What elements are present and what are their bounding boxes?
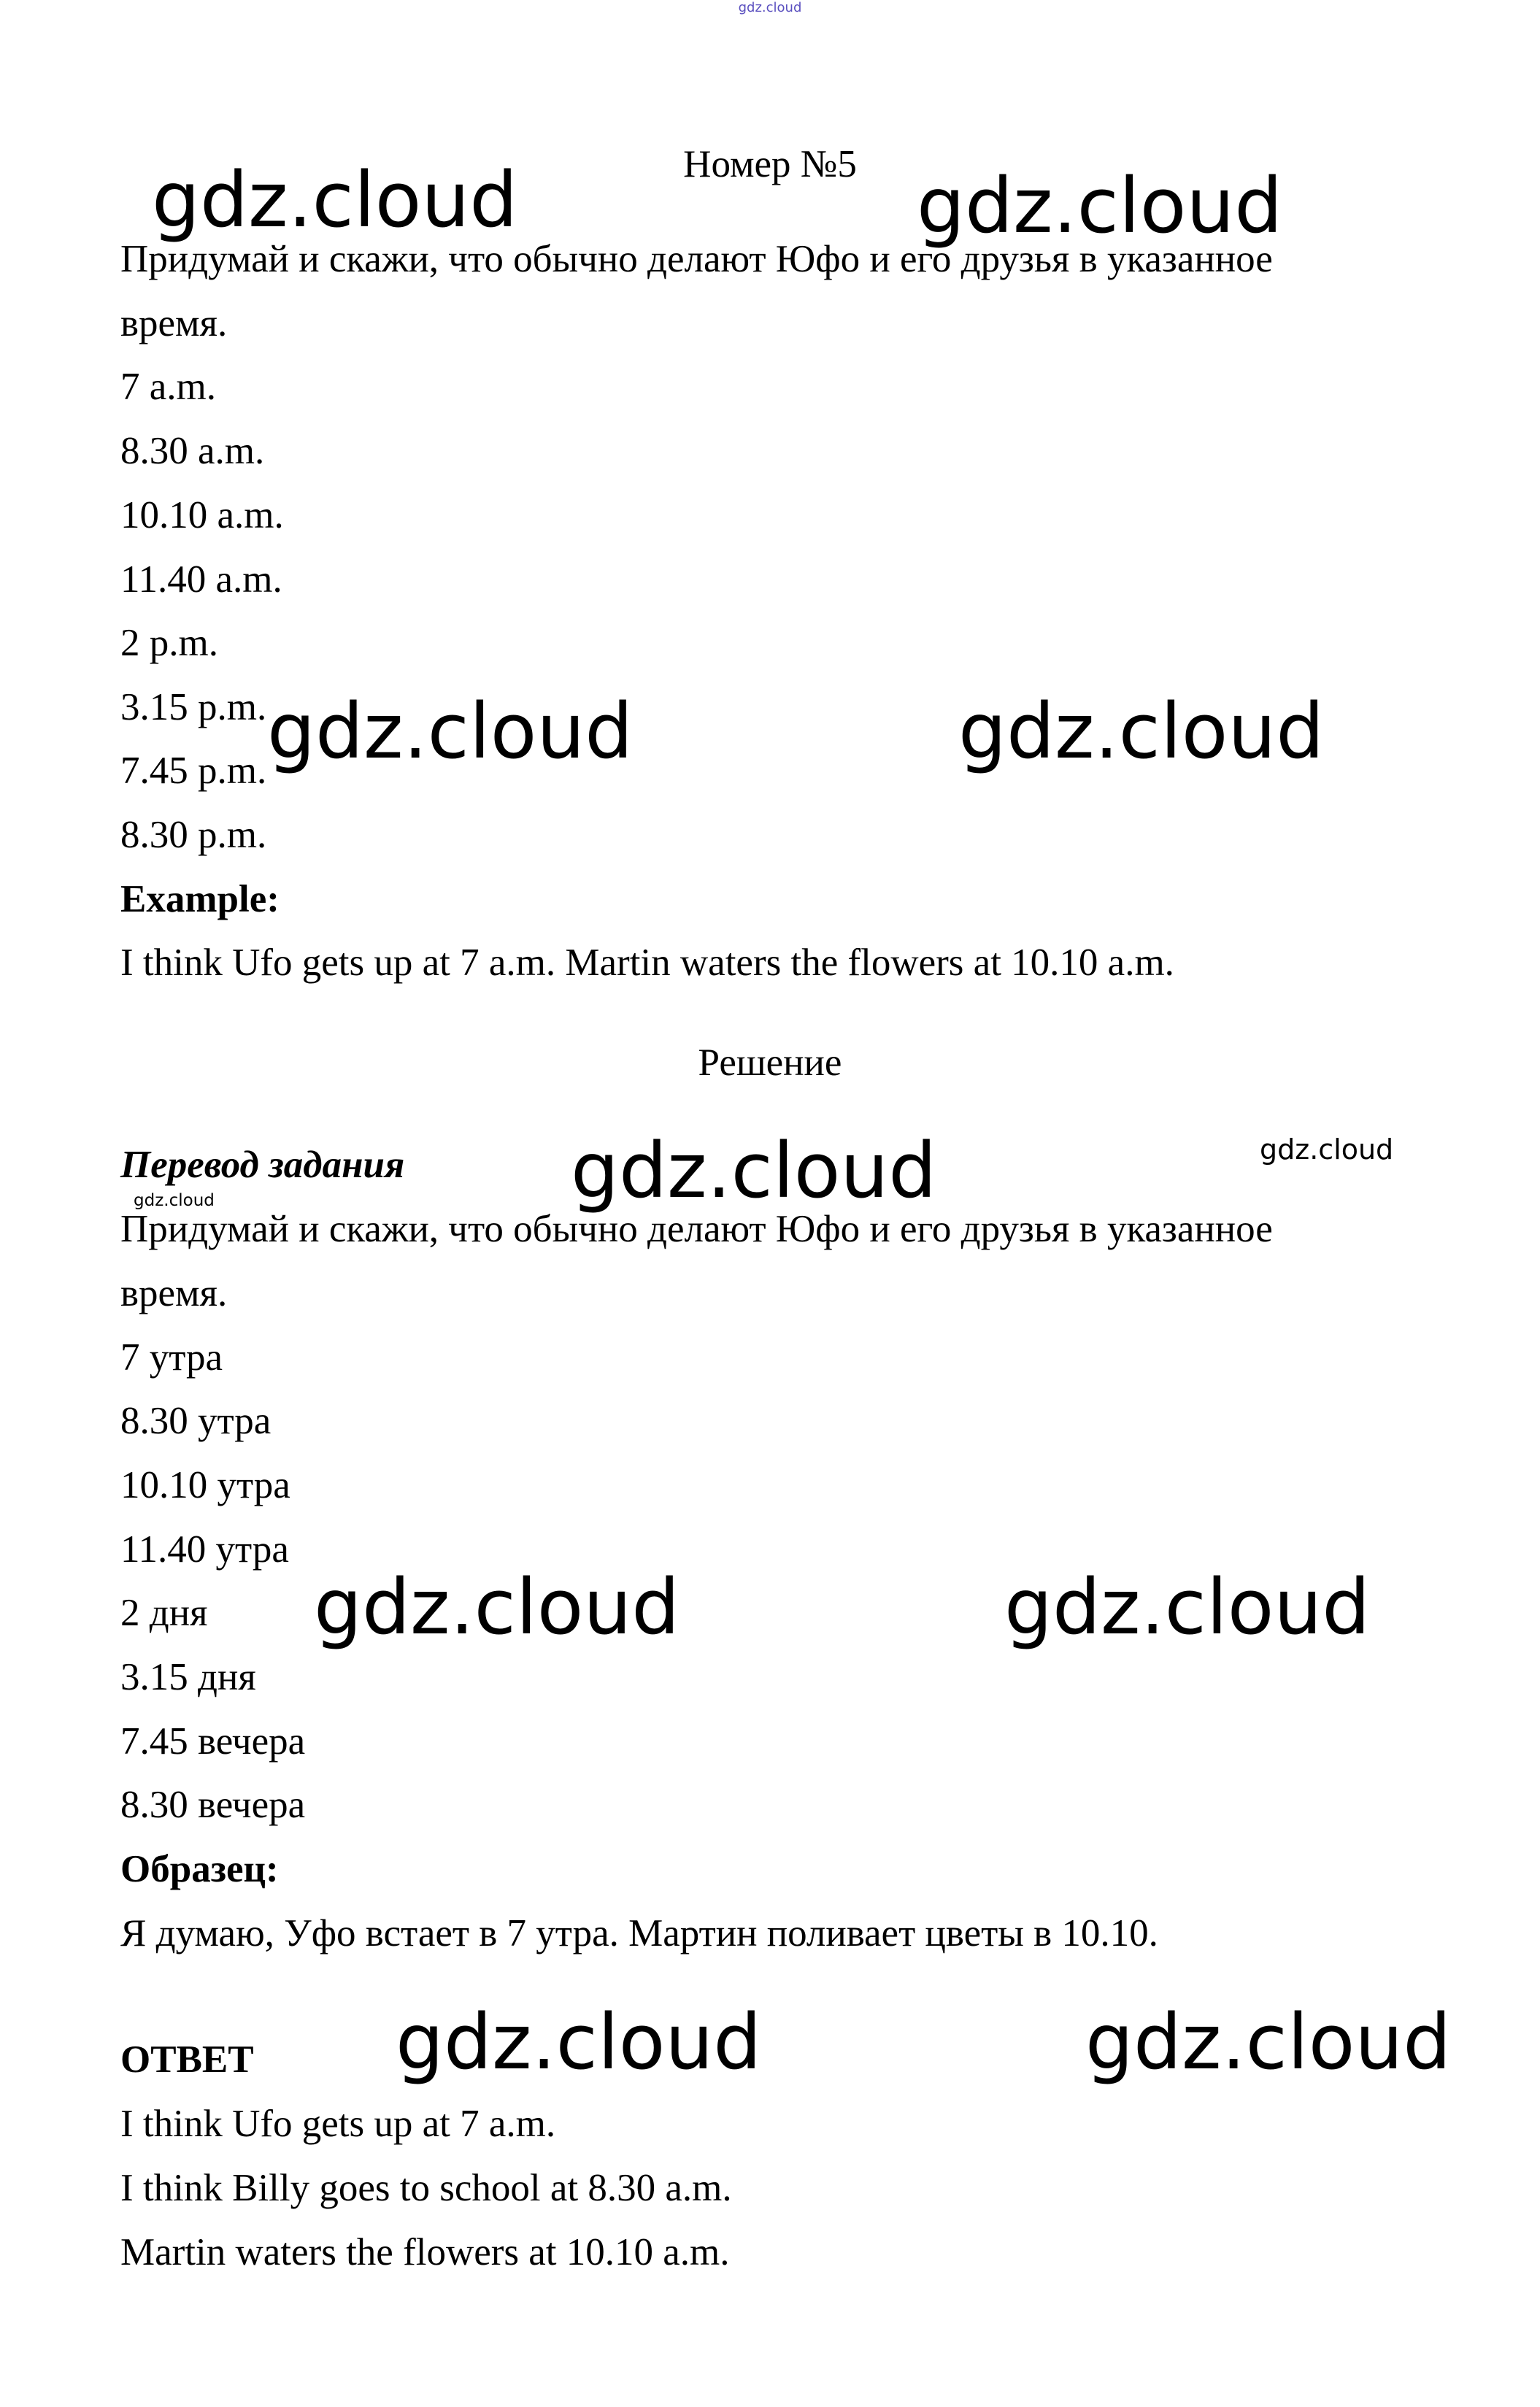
watermark: gdz.cloud: [571, 1126, 937, 1215]
translation-time-item: 3.15 дня: [120, 1656, 256, 1698]
sample-label: Образец:: [120, 1848, 279, 1890]
watermark: gdz.cloud: [1260, 1133, 1394, 1166]
task-prompt-line-1: Придумай и скажи, что обычно делают Юфо и его друзья в указанное: [120, 238, 1273, 280]
watermark: gdz.cloud: [396, 1998, 762, 2087]
translation-time-item: 8.30 вечера: [120, 1784, 306, 1826]
answer-line: Martin waters the flowers at 10.10 a.m.: [120, 2231, 730, 2273]
example-label: Example:: [120, 878, 280, 920]
task-prompt-line-2: время.: [120, 302, 228, 344]
task-time-item: 11.40 a.m.: [120, 558, 282, 601]
task-time-item: 7.45 p.m.: [120, 750, 267, 792]
watermark: gdz.cloud: [314, 1563, 680, 1652]
watermark: gdz.cloud: [1085, 1998, 1452, 2087]
answer-line: I think Billy goes to school at 8.30 a.m.: [120, 2167, 732, 2209]
task-time-item: 3.15 p.m.: [120, 686, 267, 728]
task-title: Номер №5: [683, 143, 857, 185]
task-time-item: 7 a.m.: [120, 366, 216, 408]
translation-prompt-line-1: Придумай и скажи, что обычно делают Юфо и его друзья в указанное: [120, 1208, 1273, 1250]
sample-text: Я думаю, Уфо встает в 7 утра. Мартин поливает цветы в 10.10.: [120, 1912, 1158, 1955]
watermark: gdz.cloud: [267, 687, 634, 776]
task-time-item: 10.10 a.m.: [120, 494, 284, 536]
translation-time-item: 10.10 утра: [120, 1464, 290, 1506]
translation-time-item: 7.45 вечера: [120, 1720, 306, 1763]
answer-label: ОТВЕТ: [120, 2038, 254, 2081]
watermark: gdz.cloud: [152, 155, 518, 244]
translation-time-item: 2 дня: [120, 1592, 208, 1634]
task-time-item: 8.30 a.m.: [120, 430, 265, 472]
translation-heading: Перевод задания: [120, 1144, 405, 1186]
solution-heading: Решение: [698, 1041, 842, 1084]
top-watermark: gdz.cloud: [738, 0, 802, 15]
watermark: gdz.cloud: [917, 161, 1283, 250]
watermark: gdz.cloud: [134, 1191, 215, 1210]
answer-line: I think Ufo gets up at 7 a.m.: [120, 2103, 556, 2145]
translation-prompt-line-2: время.: [120, 1272, 228, 1314]
watermark: gdz.cloud: [958, 687, 1325, 776]
example-text: I think Ufo gets up at 7 a.m. Martin waters the flowers at 10.10 a.m.: [120, 941, 1174, 984]
watermark: gdz.cloud: [1004, 1563, 1371, 1652]
task-time-item: 8.30 p.m.: [120, 814, 267, 856]
translation-time-item: 11.40 утра: [120, 1528, 289, 1571]
translation-time-item: 8.30 утра: [120, 1400, 272, 1442]
translation-time-item: 7 утра: [120, 1336, 223, 1379]
task-time-item: 2 p.m.: [120, 622, 218, 664]
